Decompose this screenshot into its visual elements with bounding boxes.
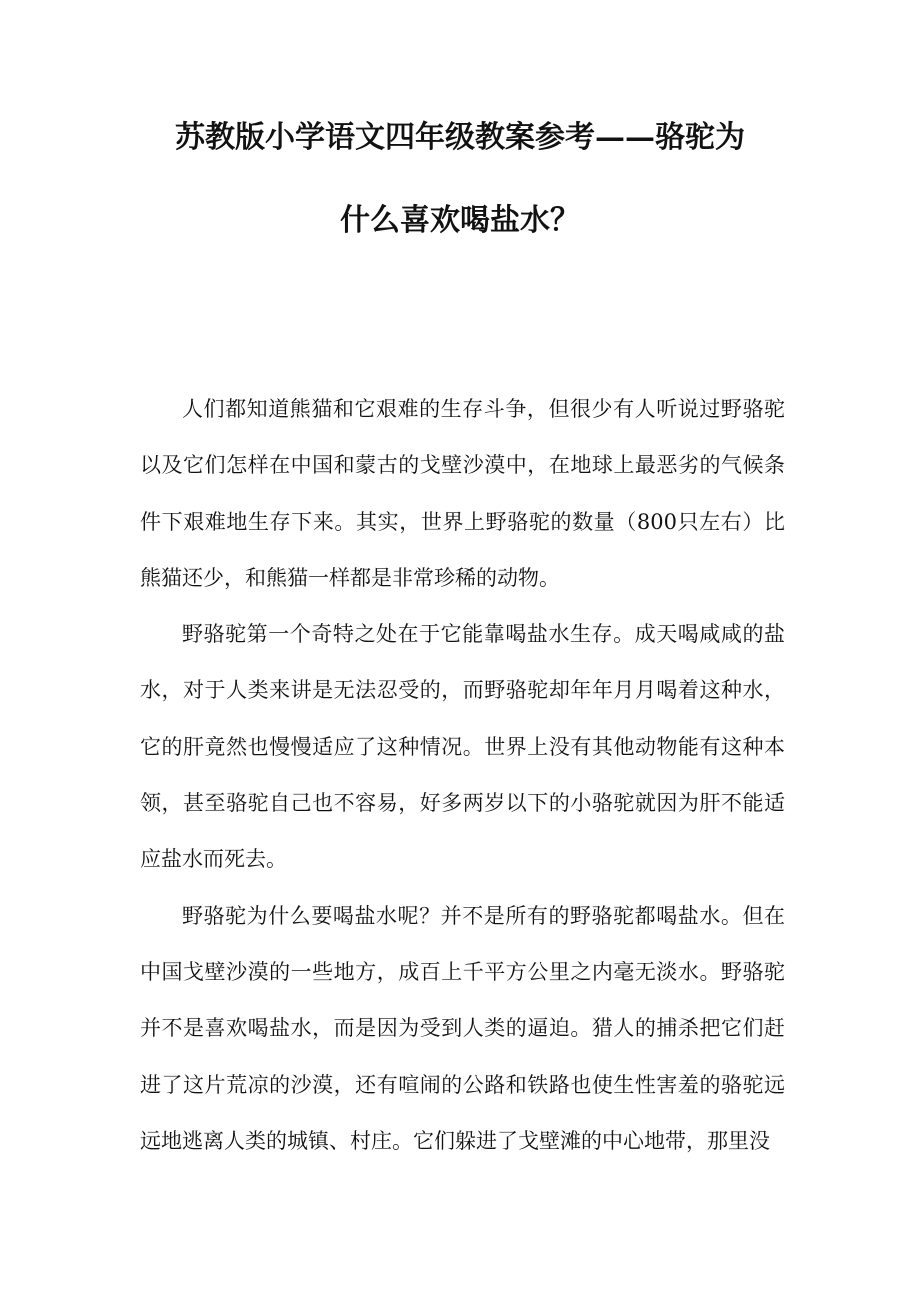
paragraph-3: 野骆驼为什么要喝盐水呢？并不是所有的野骆驼都喝盐水。但在中国戈壁沙漠的一些地方，成百上千平方公里之内毫无淡水。野骆驼并不是喜欢喝盐水，而是因为受到人类的逼迫。猎人的捕杀把它们赶进了这片荒凉的沙漠，还有喧闹的公路和铁路也使生性害羞的骆驼远远地逃离人类的城镇、村庄。它们躲进了戈壁滩的中心地带，那里没 xyxy=(140,903,785,1153)
paragraph-1: 人们都知道熊猫和它艰难的生存斗争，但很少有人听说过野骆驼以及它们怎样在中国和蒙古的戈壁沙漠中，在地球上最恶劣的气候条件下艰难地生存下来。其实，世界上野骆驼的数量（800只左右）比熊猫还少，和熊猫一样都是非常珍稀的动物。 xyxy=(140,397,785,590)
page-title-line-1: 苏教版小学语文四年级教案参考——骆驼为 xyxy=(175,120,745,155)
page-title-line-2: 什么喜欢喝盐水？ xyxy=(340,203,580,238)
document-body xyxy=(140,381,785,1169)
paragraph-2: 野骆驼第一个奇特之处在于它能靠喝盐水生存。成天喝咸咸的盐水，对于人类来讲是无法忍受的，而野骆驼却年年月月喝着这种水，它的肝竟然也慢慢适应了这种情况。世界上没有其他动物能有这种本领，甚至骆驼自己也不容易，好多两岁以下的小骆驼就因为肝不能适应盐水而死去。 xyxy=(140,622,785,872)
